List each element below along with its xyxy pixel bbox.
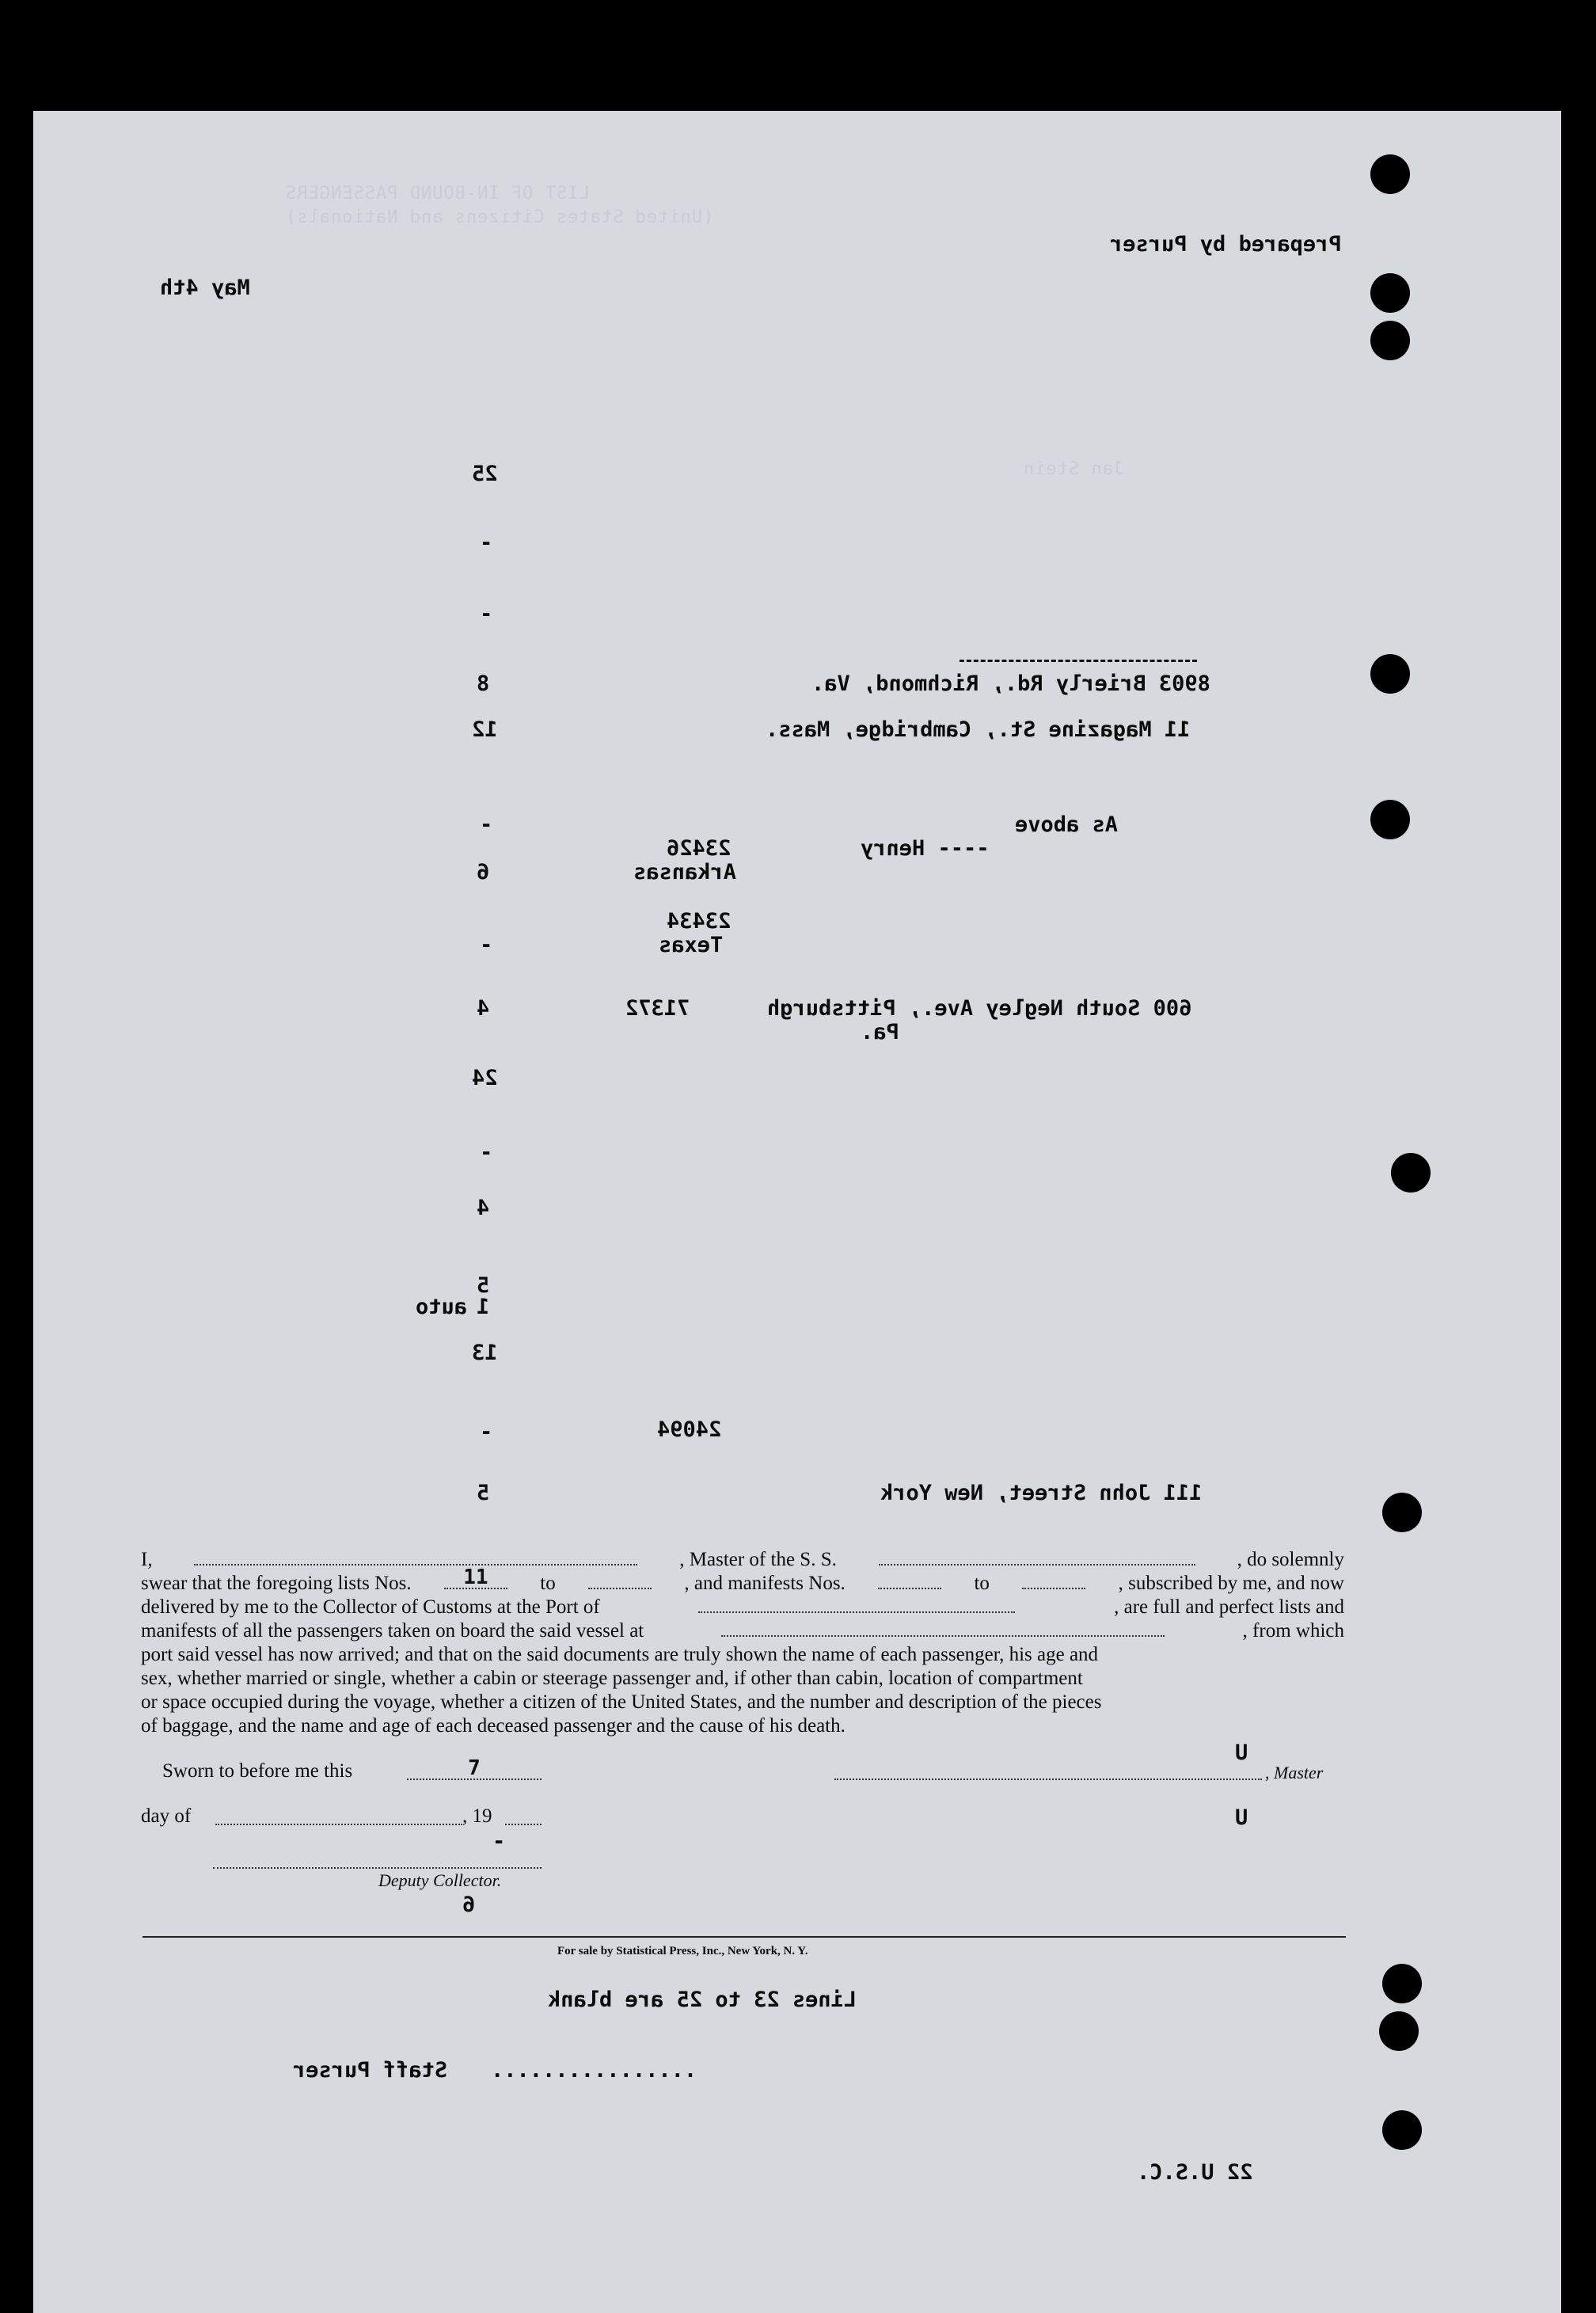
row-number: 5 xyxy=(477,1273,490,1298)
year-field xyxy=(505,1808,542,1825)
punch-hole xyxy=(1379,2011,1419,2051)
address: 11 Magazine St., Cambridge, Mass. xyxy=(766,717,1191,742)
oath-text: , Master of the S. S. xyxy=(679,1549,837,1570)
oath-line-4 xyxy=(141,1619,1344,1643)
row-number: 5 xyxy=(477,1481,490,1505)
manifest-from-field xyxy=(878,1572,941,1589)
oath-text: , are full and perfect lists and xyxy=(1114,1596,1344,1618)
row-number: - xyxy=(480,602,493,626)
signature-mark: U xyxy=(1235,1805,1248,1830)
row-number: - xyxy=(480,1140,493,1165)
punch-hole xyxy=(1382,1964,1422,2003)
oath-text: swear that the foregoing lists Nos. xyxy=(141,1573,412,1594)
oath-text: delivered by me to the Collector of Customs at the Port of xyxy=(141,1596,600,1618)
deputy-collector-label: Deputy Collector. xyxy=(378,1870,502,1890)
punch-hole xyxy=(1370,154,1410,194)
punch-hole xyxy=(1370,800,1410,839)
row-number: - xyxy=(480,531,493,555)
punch-hole xyxy=(1382,1493,1422,1532)
oath-line-2 xyxy=(141,1565,1344,1596)
row-number: 6 xyxy=(477,860,490,884)
ship-name-field xyxy=(879,1548,1195,1565)
state: Arkansas xyxy=(633,860,737,884)
row-note: auto xyxy=(416,1295,468,1319)
stray-number: 6 xyxy=(462,1893,476,1917)
zip-code: 23434 xyxy=(667,909,732,934)
address: 111 John Street, New York xyxy=(880,1481,1203,1505)
address: Pa. xyxy=(861,1020,899,1044)
staff-purser-signature-field: ................ xyxy=(491,2058,697,2083)
row-number: 13 xyxy=(472,1341,498,1365)
master-name-field xyxy=(194,1548,637,1565)
address-dash-rule xyxy=(960,660,1197,662)
row-number: - xyxy=(480,933,493,957)
oath-text: to xyxy=(540,1573,556,1594)
staff-purser-label: Staff Purser xyxy=(293,2058,448,2083)
oath-line-5: port said vessel has now arrived; and that on the said documents are truly shown the name of each passenger, his age and xyxy=(141,1644,1099,1665)
row-number: 25 xyxy=(472,462,498,486)
embark-port-field xyxy=(721,1619,1165,1637)
oath-line-1 xyxy=(141,1548,1344,1572)
address: As above xyxy=(1015,812,1119,837)
prepared-by: Prepared by Purser xyxy=(1110,232,1342,257)
row-number: 24 xyxy=(472,1066,498,1090)
sworn-label: Sworn to before me this xyxy=(162,1760,353,1782)
oath-line-8: of baggage, and the name and age of each deceased passenger and the cause of his death. xyxy=(141,1715,846,1737)
master-signature-field xyxy=(834,1763,1262,1780)
oath-line-6: sex, whether married or single, whether a cabin or steerage passenger and, if other than cabin, location of compartment xyxy=(141,1668,1083,1689)
punch-hole xyxy=(1370,654,1410,694)
manifest-date: May 4th xyxy=(160,276,250,300)
row-number: 8 xyxy=(477,671,490,696)
row-number: - xyxy=(480,812,493,837)
address: 600 South Negley Ave., Pittsburgh xyxy=(767,996,1192,1021)
oath-text: , and manifests Nos. xyxy=(684,1573,846,1594)
faint-bleed-text: LIST OF IN-BOUND PASSENGERS xyxy=(285,184,590,204)
year-label: , 19 xyxy=(462,1805,492,1827)
oath-text: manifests of all the passengers taken on board the said vessel at xyxy=(141,1620,644,1642)
oath-line-3 xyxy=(141,1596,1344,1619)
row-number: 4 xyxy=(477,996,490,1021)
stray-dash: - xyxy=(492,1829,506,1854)
master-label: , Master xyxy=(1265,1763,1324,1782)
address: ---- Henry xyxy=(861,836,990,861)
oath-line-7: or space occupied during the voyage, whether a citizen of the United States, and the number and description of the pieces xyxy=(141,1691,1102,1713)
sworn-day-field: 7 xyxy=(407,1763,542,1780)
oath-text: , do solemnly xyxy=(1237,1549,1344,1570)
zip-code: 71372 xyxy=(625,996,690,1021)
signature-mark: U xyxy=(1235,1740,1248,1765)
punch-hole xyxy=(1370,273,1410,313)
state: Texas xyxy=(659,933,724,957)
printer-credit: For sale by Statistical Press, Inc., New York, N. Y. xyxy=(557,1945,808,1957)
row-number: 4 xyxy=(477,1196,490,1220)
oath-text: to xyxy=(974,1573,990,1594)
footer-rule xyxy=(142,1936,1346,1938)
oath-text: I, xyxy=(141,1549,153,1570)
punch-hole xyxy=(1391,1153,1431,1193)
oath-text: , from which xyxy=(1242,1620,1344,1642)
address: 8903 Brierly Rd., Richmond, Va. xyxy=(811,671,1210,696)
port-field xyxy=(698,1596,1015,1613)
zip-code: 24094 xyxy=(657,1417,722,1442)
day-of-field xyxy=(215,1808,462,1825)
punch-hole xyxy=(1382,2110,1422,2150)
manifest-page xyxy=(33,111,1561,2313)
row-number: 12 xyxy=(472,717,498,742)
day-of-label: day of xyxy=(141,1805,192,1827)
oath-text: , subscribed by me, and now xyxy=(1118,1573,1344,1594)
faint-bleed-text: Jan Stein xyxy=(1023,459,1125,479)
row-number: - xyxy=(480,1420,493,1444)
faint-bleed-text: (United States Citizens and Nationals) xyxy=(285,207,714,227)
zip-code: 23426 xyxy=(667,836,732,861)
row-number: 1 xyxy=(477,1295,490,1319)
list-from-field: 11 xyxy=(444,1572,507,1589)
form-code: 22 U.S.C. xyxy=(1137,2160,1253,2185)
deputy-signature-field xyxy=(213,1851,542,1869)
blank-lines-note: Lines 23 to 25 are blank xyxy=(548,1988,857,2012)
punch-hole xyxy=(1370,321,1410,360)
list-to-field xyxy=(588,1572,652,1589)
manifest-to-field xyxy=(1022,1572,1085,1589)
oath-paragraph xyxy=(141,1548,1344,1738)
